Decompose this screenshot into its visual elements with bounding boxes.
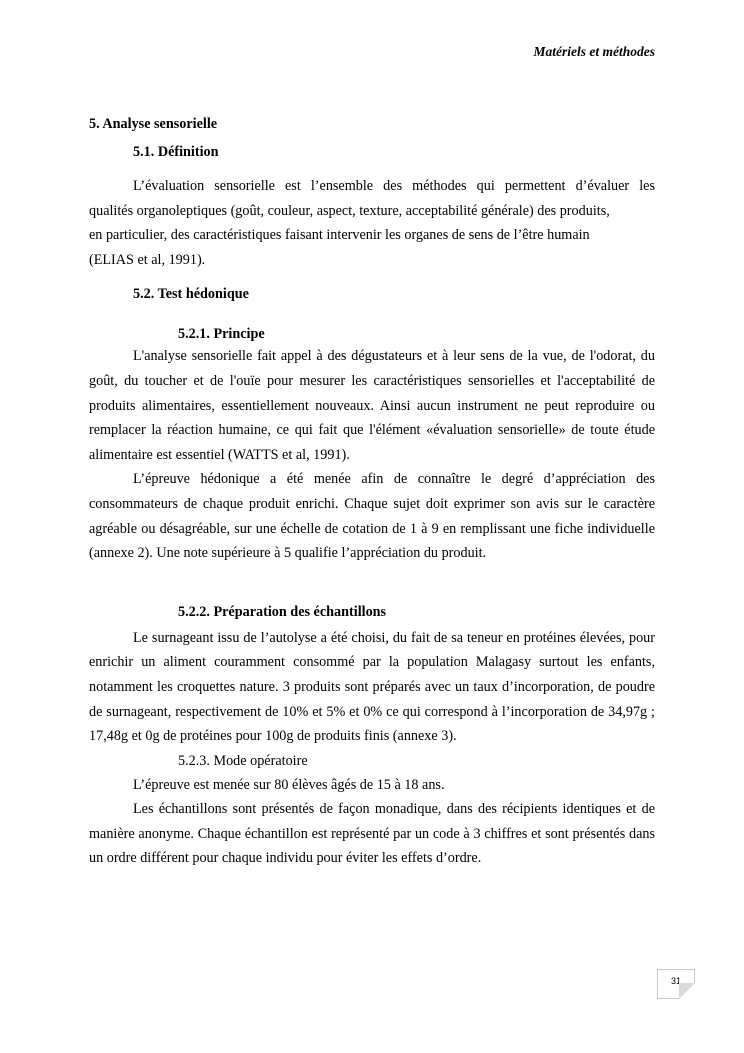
section-5-2-3-title: 5.2.3. Mode opératoire (178, 752, 308, 769)
principe-paragraph-2: L’épreuve hédonique a été menée afin de connaître le degré d’appréciation des consommateurs de chaque produit enrichi. Chaque sujet doit exprimer son avis sur le caractère agréable ou désagréable, sur une échelle de cotation de 1 à 9 en remplissant une fiche individuelle (annexe 2). Une note supérieure à 5 qualifie l’appréciation du produit. (89, 471, 655, 562)
section-5-title: 5. Analyse sensorielle (89, 116, 218, 132)
page-number: 31 (670, 976, 681, 986)
definition-line-1: L’évaluation sensorielle est l’ensemble des méthodes qui permettent d’évaluer les (133, 178, 655, 194)
page-body (89, 114, 655, 871)
definition-paragraph (89, 174, 655, 272)
running-header: Matériels et méthodes (533, 44, 655, 59)
section-5-2-title: 5.2. Test hédonique (133, 286, 249, 303)
mode-operatoire-paragraph-1: L’épreuve est menée sur 80 élèves âgés de 15 à 18 ans. (133, 776, 445, 793)
preparation-paragraph: Le surnageant issu de l’autolyse a été choisi, du fait de sa teneur en protéines élevées, pour enrichir un aliment couramment consommé par la population Malagasy surtout les enfants, notamment les croquettes nature. 3 produits sont préparés avec un taux d’incorporation, de poudre de surnageant, respectivement de 10% et 5% et 0% ce qui correspond à l’incorporation de 34,97g ; 17,48g et 0g de protéines pour 100g de produits finis (annexe 3). (89, 629, 655, 745)
section-5-1-title: 5.1. Définition (133, 144, 219, 160)
page-curl-icon (679, 983, 695, 999)
definition-line-3: en particulier, des caractéristiques faisant intervenir les organes de sens de l’être humain (89, 227, 590, 244)
definition-line-2: qualités organoleptiques (goût, couleur, aspect, texture, acceptabilité générale) des produits, (89, 202, 610, 219)
mode-operatoire-paragraph-2: Les échantillons sont présentés de façon monadique, dans des récipients identiques et de manière anonyme. Chaque échantillon est représenté par un code à 3 chiffres et sont présentés dans un ordre différent pour chaque individu pour éviter les effets d’ordre. (89, 801, 655, 867)
section-5-2-2-title: 5.2.2. Préparation des échantillons (178, 603, 387, 620)
section-5-2-1-title: 5.2.1. Principe (178, 326, 265, 343)
page-number-box (657, 969, 695, 999)
principe-paragraph-1: L'analyse sensorielle fait appel à des dégustateurs et à leur sens de la vue, de l'odorat, du goût, du toucher et de l'ouïe pour mesurer les caractéristiques sensorielles et l'acceptabilité de produits alimentaires, essentiellement nouveaux. Ainsi aucun instrument ne peut reproduire ou remplacer la réaction humaine, ce qui fait que l'élément «évaluation sensorielle» de toute étude alimentaire est essentiel (WATTS et al, 1991). (89, 348, 655, 463)
definition-line-4: (ELIAS et al, 1991). (89, 251, 206, 268)
